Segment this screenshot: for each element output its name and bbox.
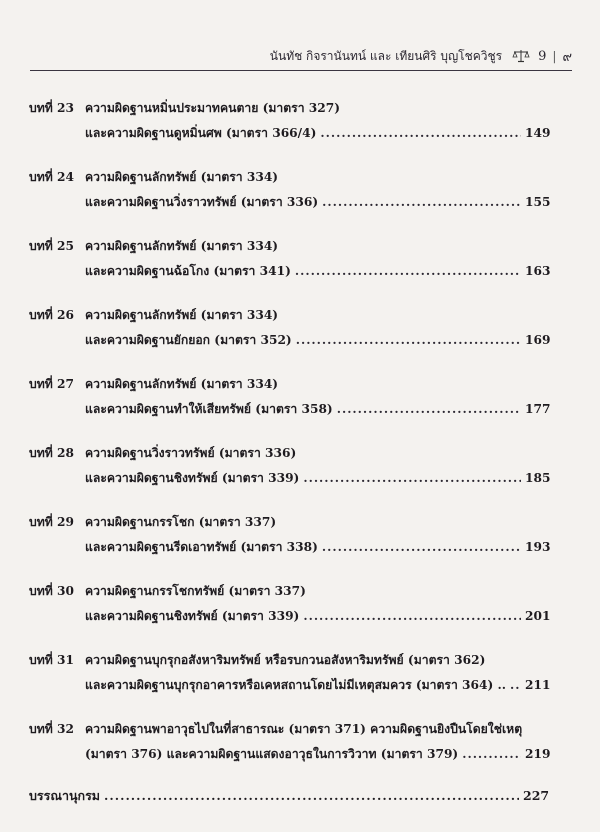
entry-subtitle: และความผิดฐานชิงทรัพย์ (มาตรา 339) xyxy=(85,471,300,485)
chapter-label: บทที่ 26 xyxy=(29,308,75,322)
dot-leader xyxy=(322,190,521,215)
header-authors: นันทัช กิจรานันทน์ และ เทียนศิริ บุญโชควิชูร xyxy=(269,48,503,63)
entry-subtitle: และความผิดฐานดูหมิ่นศพ (มาตรา 366/4) xyxy=(85,126,317,140)
dot-leader xyxy=(303,604,521,629)
toc-entry[interactable] xyxy=(29,648,549,698)
entry-title: ความผิดฐานกรรโชก (มาตรา 337) xyxy=(85,515,277,529)
chapter-label: บทที่ 23 xyxy=(29,101,75,115)
entry-page: 185 xyxy=(525,471,551,485)
chapter-label: บทที่ 31 xyxy=(29,653,75,667)
entry-page: 211 xyxy=(525,678,551,692)
chapter-label: บทที่ 24 xyxy=(29,170,75,184)
entry-title: ความผิดฐานลักทรัพย์ (มาตรา 334) xyxy=(85,308,279,322)
header-separator: | xyxy=(552,49,557,63)
toc-list xyxy=(29,96,549,806)
toc-entry[interactable] xyxy=(29,303,549,353)
entry-subtitle: และความผิดฐานบุกรุกอาคารหรือเคหสถานโดยไม่มีเหตุสมควร (มาตรา 364) .. xyxy=(85,678,506,692)
running-header xyxy=(30,44,572,68)
dot-leader xyxy=(320,121,521,146)
scales-of-justice-icon xyxy=(512,49,530,63)
entry-title: ความผิดฐานพาอาวุธไปในที่สาธารณะ (มาตรา 371) ความผิดฐานยิงปืนโดยใช่เหตุ xyxy=(85,722,523,736)
chapter-label: บทที่ 27 xyxy=(29,377,75,391)
toc-bibliography[interactable] xyxy=(29,786,549,806)
entry-subtitle: และความผิดฐานฉ้อโกง (มาตรา 341) xyxy=(85,264,291,278)
chapter-label: บทที่ 28 xyxy=(29,446,75,460)
entry-page: 219 xyxy=(525,747,551,761)
entry-page: 163 xyxy=(525,264,551,278)
dot-leader xyxy=(104,788,519,803)
entry-page: 201 xyxy=(525,609,551,623)
dot-leader xyxy=(296,328,521,353)
entry-page: 155 xyxy=(525,195,551,209)
entry-subtitle: และความผิดฐานชิงทรัพย์ (มาตรา 339) xyxy=(85,609,300,623)
dot-leader xyxy=(295,259,521,284)
dot-leader xyxy=(322,535,521,560)
entry-subtitle: และความผิดฐานวิ่งราวทรัพย์ (มาตรา 336) xyxy=(85,195,319,209)
dot-leader xyxy=(462,742,521,767)
toc-entry[interactable] xyxy=(29,510,549,560)
entry-subtitle: (มาตรา 376) และความผิดฐานแสดงอาวุธในการวิวาท (มาตรา 379) xyxy=(85,747,459,761)
entry-page: 177 xyxy=(525,402,551,416)
header-rule xyxy=(30,70,572,71)
entry-title: ความผิดฐานลักทรัพย์ (มาตรา 334) xyxy=(85,377,279,391)
page-number-thai: ๙ xyxy=(562,49,572,65)
entry-subtitle: และความผิดฐานทำให้เสียทรัพย์ (มาตรา 358) xyxy=(85,402,333,416)
entry-subtitle: และความผิดฐานยักยอก (มาตรา 352) xyxy=(85,333,292,347)
entry-page: 169 xyxy=(525,333,551,347)
toc-entry[interactable] xyxy=(29,165,549,215)
entry-title: ความผิดฐานกรรโชกทรัพย์ (มาตรา 337) xyxy=(85,584,306,598)
toc-entry[interactable] xyxy=(29,441,549,491)
entry-title: ความผิดฐานลักทรัพย์ (มาตรา 334) xyxy=(85,170,279,184)
entry-page: 193 xyxy=(525,540,551,554)
chapter-label: บทที่ 32 xyxy=(29,722,75,736)
toc-entry[interactable] xyxy=(29,372,549,422)
chapter-label: บทที่ 25 xyxy=(29,239,75,253)
bibliography-page: 227 xyxy=(523,788,550,803)
chapter-label: บทที่ 30 xyxy=(29,584,75,598)
toc-entry[interactable] xyxy=(29,234,549,284)
dot-leader xyxy=(337,397,521,422)
toc-entry[interactable] xyxy=(29,579,549,629)
chapter-label: บทที่ 29 xyxy=(29,515,75,529)
dot-leader xyxy=(303,466,521,491)
toc-entry[interactable] xyxy=(29,96,549,146)
page-number: 9 xyxy=(538,48,547,64)
dot-leader xyxy=(510,673,521,698)
entry-title: ความผิดฐานบุกรุกอสังหาริมทรัพย์ หรือรบกวนอสังหาริมทรัพย์ (มาตรา 362) xyxy=(85,653,486,667)
entry-subtitle: และความผิดฐานรีดเอาทรัพย์ (มาตรา 338) xyxy=(85,540,318,554)
entry-title: ความผิดฐานวิ่งราวทรัพย์ (มาตรา 336) xyxy=(85,446,297,460)
entry-page: 149 xyxy=(525,126,551,140)
bibliography-label: บรรณานุกรม xyxy=(29,788,101,803)
toc-entry[interactable] xyxy=(29,717,549,767)
entry-title: ความผิดฐานหมิ่นประมาทคนตาย (มาตรา 327) xyxy=(85,101,340,115)
entry-title: ความผิดฐานลักทรัพย์ (มาตรา 334) xyxy=(85,239,279,253)
